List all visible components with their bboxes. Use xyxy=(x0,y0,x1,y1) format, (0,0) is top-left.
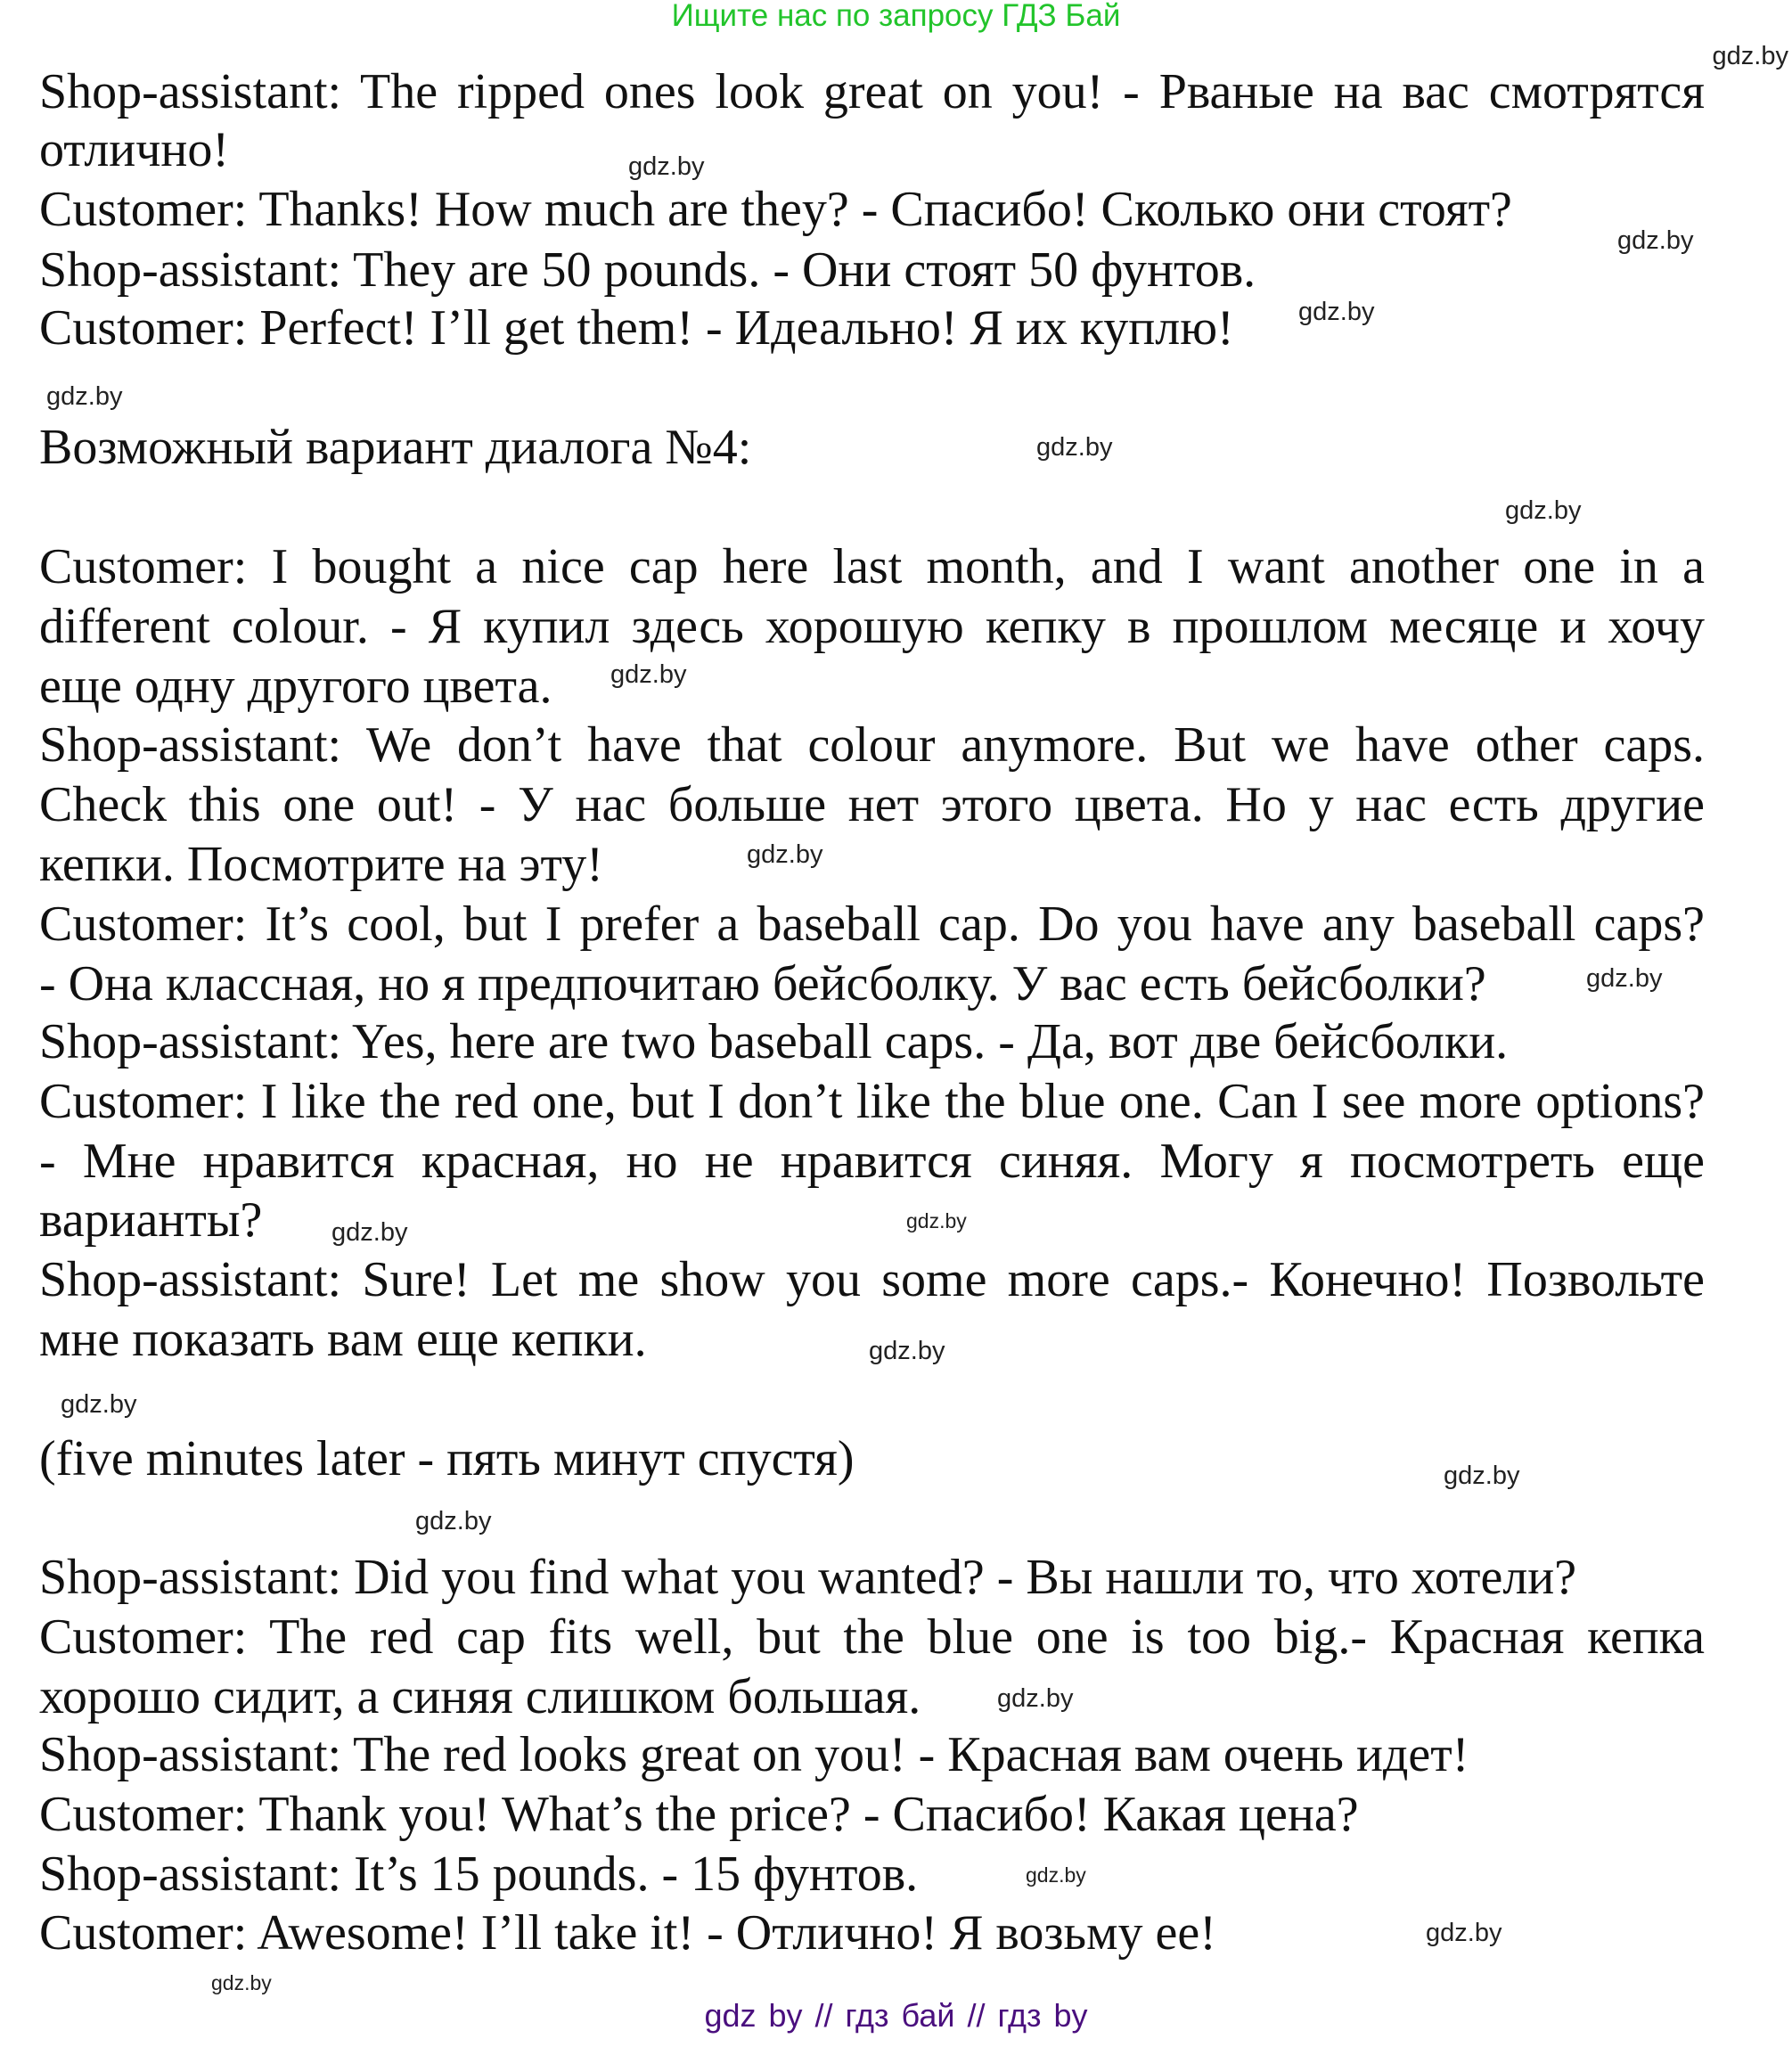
footer-links[interactable]: gdz by // гдз бай // гдз by xyxy=(704,1997,1088,2034)
watermark: gdz.by xyxy=(1298,298,1375,326)
watermark: gdz.by xyxy=(628,152,705,181)
dialogue-line: Customer: Thank you! What’s the price? - Спасибо! Какая цена? xyxy=(39,1787,1359,1842)
dialogue-line: отлично! xyxy=(39,122,230,177)
dialogue-line: Customer: Thanks! How much are they? - Спасибо! Сколько они стоят? xyxy=(39,182,1512,237)
watermark: gdz.by xyxy=(1444,1462,1520,1490)
dialogue-line: - Мне нравится красная, но не нравится синяя. Могу я посмотреть еще xyxy=(39,1134,1705,1189)
dialogue-line: (five minutes later - пять минут спустя) xyxy=(39,1431,855,1486)
watermark: gdz.by xyxy=(1026,1863,1086,1887)
dialogue-line: Shop-assistant: We don’t have that colour anymore. But we have other caps. xyxy=(39,717,1705,773)
watermark: gdz.by xyxy=(747,840,823,869)
dialogue-line: Customer: It’s cool, but I prefer a baseball cap. Do you have any baseball caps? xyxy=(39,897,1705,952)
watermark: gdz.by xyxy=(61,1390,137,1419)
dialogue-line: хорошо сидит, а синяя слишком большая. xyxy=(39,1669,921,1724)
dialogue-line: еще одну другого цвета. xyxy=(39,659,552,714)
watermark: gdz.by xyxy=(331,1218,408,1247)
dialogue-line: варианты? xyxy=(39,1192,263,1248)
dialogue-line: Shop-assistant: Yes, here are two baseball caps. - Да, вот две бейсболки. xyxy=(39,1014,1509,1069)
watermark: gdz.by xyxy=(1712,42,1788,70)
search-banner: Ищите нас по запросу ГДЗ Бай xyxy=(671,0,1121,33)
watermark: gdz.by xyxy=(1036,433,1113,462)
watermark: gdz.by xyxy=(1505,496,1582,525)
dialogue-line: different colour. - Я купил здесь хорошую кепку в прошлом месяце и хочу xyxy=(39,599,1705,654)
dialogue-line: Shop-assistant: Did you find what you wanted? - Вы нашли то, что хотели? xyxy=(39,1550,1577,1605)
dialogue-line: Shop-assistant: It’s 15 pounds. - 15 фунтов. xyxy=(39,1846,919,1902)
dialogue-line: Customer: Awesome! I’ll take it! - Отлично! Я возьму ее! xyxy=(39,1905,1216,1961)
watermark: gdz.by xyxy=(415,1507,492,1535)
dialogue-line: мне показать вам еще кепки. xyxy=(39,1312,647,1367)
dialogue-line: - Она классная, но я предпочитаю бейсболку. У вас есть бейсболки? xyxy=(39,956,1486,1011)
dialogue-line: Customer: I like the red one, but I don’t like the blue one. Can I see more options? xyxy=(39,1074,1705,1129)
dialogue-line: Check this one out! - У нас больше нет этого цвета. Но у нас есть другие xyxy=(39,777,1705,832)
dialogue-line: Возможный вариант диалога №4: xyxy=(39,420,752,475)
dialogue-line: Shop-assistant: The red looks great on you! - Красная вам очень идет! xyxy=(39,1727,1469,1782)
watermark: gdz.by xyxy=(610,660,687,689)
dialogue-line: Customer: I bought a nice cap here last month, and I want another one in a xyxy=(39,539,1705,594)
watermark: gdz.by xyxy=(1617,226,1694,255)
watermark: gdz.by xyxy=(869,1337,945,1365)
dialogue-line: Shop-assistant: The ripped ones look great on you! - Рваные на вас смотрятся xyxy=(39,64,1705,119)
watermark: gdz.by xyxy=(1586,964,1663,993)
watermark: gdz.by xyxy=(211,1971,272,1994)
watermark: gdz.by xyxy=(46,382,123,411)
watermark: gdz.by xyxy=(906,1209,967,1232)
dialogue-line: Shop-assistant: They are 50 pounds. - Они стоят 50 фунтов. xyxy=(39,242,1256,298)
dialogue-line: кепки. Посмотрите на эту! xyxy=(39,837,603,892)
watermark: gdz.by xyxy=(1426,1919,1502,1947)
dialogue-line: Customer: The red cap fits well, but the blue one is too big.- Красная кепка xyxy=(39,1609,1705,1665)
dialogue-line: Shop-assistant: Sure! Let me show you some more caps.- Конечно! Позвольте xyxy=(39,1252,1705,1307)
dialogue-line: Customer: Perfect! I’ll get them! - Идеально! Я их куплю! xyxy=(39,300,1234,356)
watermark: gdz.by xyxy=(997,1684,1074,1713)
